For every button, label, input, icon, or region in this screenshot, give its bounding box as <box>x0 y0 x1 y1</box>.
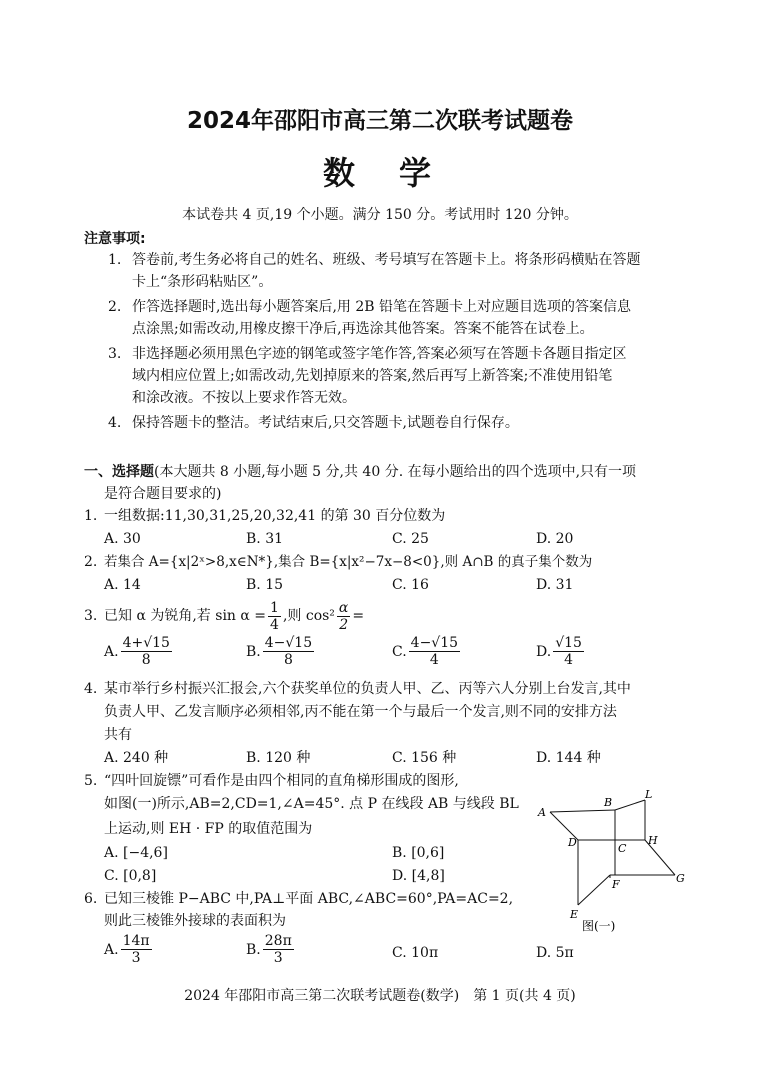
q3-stem-part2: ,则 cos² <box>282 608 335 624</box>
notice-line: 卡上“条形码粘贴区”。 <box>132 274 273 290</box>
figure-label-g: G <box>676 872 685 885</box>
q1-option-b: B. 31 <box>246 531 284 547</box>
q5-option-b: B. [0,6] <box>392 845 445 861</box>
notice-heading: 注意事项: <box>84 231 146 247</box>
q4-line: 共有 <box>104 727 132 743</box>
q6-option-d: D. 5π <box>536 945 574 961</box>
figure-label-e: E <box>570 908 579 921</box>
q5-line: 上运动,则 EH · FP 的取值范围为 <box>104 821 313 837</box>
q4-option-c: C. 156 种 <box>392 750 457 766</box>
figure-label-h: H <box>648 834 658 847</box>
section-desc: (本大题共 8 小题,每小题 5 分,共 40 分. 在每小题给出的四个选项中,只有一项 <box>154 464 637 480</box>
q4-option-b: B. 120 种 <box>246 750 311 766</box>
notice-line: 和涂改液。不按以上要求作答无效。 <box>132 390 356 406</box>
figure-label-f: F <box>612 878 620 891</box>
notice-line: 作答选择题时,选出每小题答案后,用 2B 铅笔在答题卡上对应题目选项的答案信息 <box>132 299 631 315</box>
notice-num: 4. <box>108 415 122 431</box>
q2-number: 2. <box>84 554 98 570</box>
q2-option-a: A. 14 <box>104 577 141 593</box>
q5-number: 5. <box>84 773 98 789</box>
q1-option-d: D. 20 <box>536 531 574 547</box>
q4-line: 负责人甲、乙发言顺序必须相邻,丙不能在第一个与最后一个发言,则不同的安排方法 <box>104 704 617 720</box>
q3-option-c: C. $\frac{4-√15}{4}$ <box>392 635 459 668</box>
q5-option-a: A. [−4,6] <box>104 845 168 861</box>
q4-option-a: A. 240 种 <box>104 750 169 766</box>
q4-option-d: D. 144 种 <box>536 750 601 766</box>
q5-option-d: D. [4,8] <box>392 868 445 884</box>
q3-fraction-sin: $\frac{1}{4}$ <box>270 599 279 633</box>
notice-line: 非选择题必须用黑色字迹的钢笔或签字笔作答,答案必须写在答题卡各题目指定区 <box>132 346 627 362</box>
q3-stem-part3: = <box>352 608 365 624</box>
q3-option-b: B. $\frac{4-√15}{8}$ <box>246 635 313 668</box>
q2-option-b: B. 15 <box>246 577 284 593</box>
q1-number: 1. <box>84 508 98 524</box>
figure-label-d: D <box>568 836 577 849</box>
q1-option-a: A. 30 <box>104 531 141 547</box>
q6-option-c: C. 10π <box>392 945 439 961</box>
q5-option-c: C. [0,8] <box>104 868 157 884</box>
section-title: 一、选择题 <box>84 464 154 480</box>
figure-boomerang <box>530 790 690 940</box>
q2-stem: 若集合 A={x|2ˣ>8,x∈N*},集合 B={x|x²−7x−8<0},则 A∩B 的真子集个数为 <box>104 554 593 570</box>
page-footer: 2024 年邵阳市高三第二次联考试题卷(数学) 第 1 页(共 4 页) <box>184 988 576 1004</box>
section-desc-line2: 是符合题目要求的) <box>104 486 222 502</box>
notice-num: 2. <box>108 299 122 315</box>
q4-number: 4. <box>84 681 98 697</box>
figure-label-a: A <box>538 806 546 819</box>
q3-stem-part1: 已知 α 为锐角,若 sin α = <box>104 608 267 624</box>
notice-num: 3. <box>108 346 122 362</box>
exam-intro: 本试卷共 4 页,19 个小题。满分 150 分。考试用时 120 分钟。 <box>182 207 578 223</box>
q2-option-d: D. 31 <box>536 577 574 593</box>
q6-line: 则此三棱锥外接球的表面积为 <box>104 913 286 929</box>
q5-line: “四叶回旋镖”可看作是由四个相同的直角梯形围成的图形, <box>104 773 459 789</box>
notice-num: 1. <box>108 252 122 268</box>
section-heading <box>84 462 636 482</box>
notice-line: 保持答题卡的整洁。考试结束后,只交答题卡,试题卷自行保存。 <box>132 415 519 431</box>
q3-option-a: A. $\frac{4+√15}{8}$ <box>104 635 170 668</box>
subject-title: 数 学 <box>322 154 437 192</box>
figure-label-l: L <box>645 790 653 801</box>
notice-line: 点涂黑;如需改动,用橡皮擦干净后,再选涂其他答案。答案不能答在试卷上。 <box>132 321 594 337</box>
q5-line: 如图(一)所示,AB=2,CD=1,∠A=45°. 点 P 在线段 AB 与线段 BL <box>104 796 519 812</box>
q3-number: 3. <box>84 608 98 624</box>
q1-stem: 一组数据:11,30,31,25,20,32,41 的第 30 百分位数为 <box>104 508 446 524</box>
q3-stem <box>104 596 364 636</box>
q6-line: 已知三棱锥 P−ABC 中,PA⊥平面 ABC,∠ABC=60°,PA=AC=2, <box>104 891 514 907</box>
notice-line: 域内相应位置上;如需改动,先划掉原来的答案,然后再写上新答案;不准使用铅笔 <box>132 368 613 384</box>
q4-line: 某市举行乡村振兴汇报会,六个获奖单位的负责人甲、乙、丙等六人分别上台发言,其中 <box>104 681 631 697</box>
q6-number: 6. <box>84 891 98 907</box>
figure-label-c: C <box>618 842 627 855</box>
q3-fraction-alpha: $\frac{\alpha}{2}$ <box>338 599 349 633</box>
q6-option-b: B. $\frac{28\pi}{3}$ <box>246 933 292 966</box>
figure-caption: 图(一) <box>582 919 616 933</box>
figure-label-b: B <box>604 796 613 809</box>
q2-option-c: C. 16 <box>392 577 429 593</box>
exam-title: 2024年邵阳市高三第二次联考试题卷 <box>186 108 573 134</box>
q6-option-a: A. $\frac{14\pi}{3}$ <box>104 933 150 966</box>
q3-option-d: D. $\frac{√15}{4}$ <box>536 635 582 668</box>
q1-option-c: C. 25 <box>392 531 429 547</box>
notice-line: 答卷前,考生务必将自己的姓名、班级、考号填写在答题卡上。将条形码横贴在答题 <box>132 252 641 268</box>
